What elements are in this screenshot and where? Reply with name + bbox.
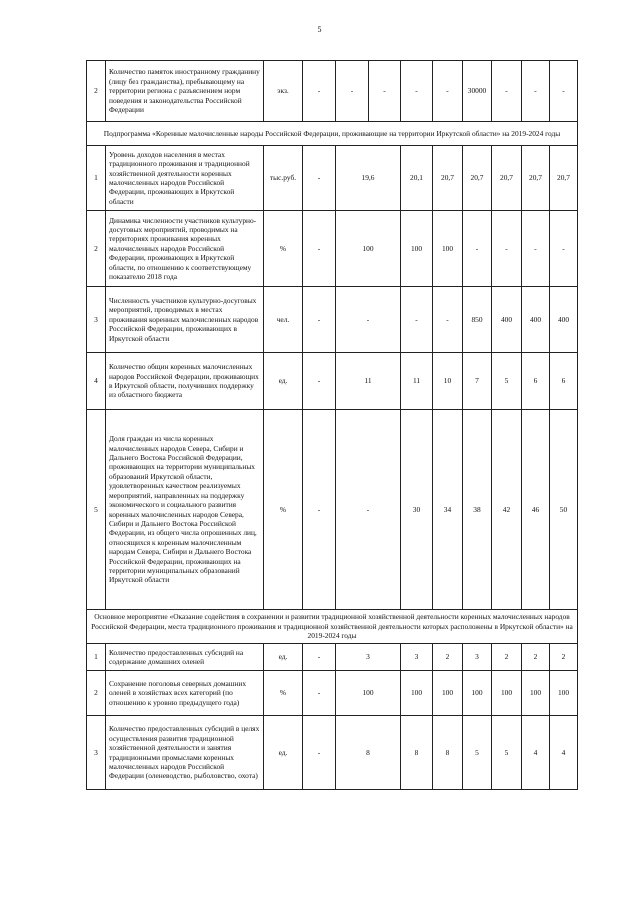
section-header-row (87, 122, 578, 146)
value-cell: 100 (336, 211, 401, 287)
value-cell: - (492, 211, 522, 287)
value-cell: - (336, 410, 401, 610)
value-cell: 5 (463, 716, 492, 790)
value-cell: 100 (492, 671, 522, 716)
value-cell: - (550, 211, 578, 287)
value-cell: - (522, 61, 550, 122)
indicators-table (86, 60, 578, 790)
value-cell: - (303, 410, 336, 610)
indicator-name: Уровень доходов населения в местах традиционного проживания и традиционной хозяйственной деятельности коренных малочисленных народов Российской Федерации, проживающих в Иркутской области (106, 146, 264, 211)
value-cell: - (401, 61, 433, 122)
value-cell: 20,7 (463, 146, 492, 211)
value-cell: - (303, 61, 336, 122)
value-cell: 400 (492, 287, 522, 353)
value-cell: 19,6 (336, 146, 401, 211)
value-cell: 400 (522, 287, 550, 353)
table-row (87, 410, 578, 610)
value-cell: - (303, 671, 336, 716)
unit-cell: % (264, 211, 303, 287)
value-cell: - (336, 287, 401, 353)
value-cell: 46 (522, 410, 550, 610)
value-cell: - (463, 211, 492, 287)
unit-cell: тыс.руб. (264, 146, 303, 211)
row-number: 3 (87, 716, 106, 790)
value-cell: 4 (550, 716, 578, 790)
value-cell: - (303, 716, 336, 790)
value-cell: 6 (522, 353, 550, 410)
indicator-name: Доля граждан из числа коренных малочисленных народов Севера, Сибири и Дальнего Востока Российской Федерации, проживающих на территории муниципальных образований Иркутской области, удовлетворенных качеством реализуемых мероприятий, направленных на поддержку экономического и социального развития коренных малочисленных народов Севера, Сибири и Дальнего Востока Российской Федерации, из общего числа опрошенных лиц, относящихся к коренным малочисленным народам Севера, Сибири и Дальнего Востока Российской Федерации, проживающих на территории муниципальных образований Иркутской области (106, 410, 264, 610)
main-activity-title: Основное мероприятие «Оказание содействия в сохранении и развитии традиционной хозяйственной деятельности коренных малочисленных народов Российской Федерации, места традиционного проживания и традиционной хозяйственной деятельности которых расположены в Иркутской области» на 2019-2024 годы (87, 610, 578, 644)
value-cell: 6 (550, 353, 578, 410)
value-cell: 2 (522, 644, 550, 671)
indicator-name: Численность участников культурно-досуговых мероприятий, проводимых в местах проживания коренных малочисленных народов Российской Федерации, проживающих в Иркутской области (106, 287, 264, 353)
value-cell: 38 (463, 410, 492, 610)
value-cell: - (522, 211, 550, 287)
value-cell: 11 (401, 353, 433, 410)
value-cell: 3 (336, 644, 401, 671)
value-cell: - (550, 61, 578, 122)
value-cell: - (401, 287, 433, 353)
row-number: 3 (87, 287, 106, 353)
value-cell: - (303, 287, 336, 353)
value-cell: 850 (463, 287, 492, 353)
unit-cell: ед. (264, 716, 303, 790)
value-cell: 42 (492, 410, 522, 610)
value-cell: 20,1 (401, 146, 433, 211)
value-cell: 3 (401, 644, 433, 671)
value-cell: 30000 (463, 61, 492, 122)
table-row (87, 644, 578, 671)
table-row (87, 671, 578, 716)
section-header-row (87, 610, 578, 644)
row-number: 4 (87, 353, 106, 410)
value-cell: 5 (492, 353, 522, 410)
value-cell: 100 (401, 671, 433, 716)
value-cell: 100 (433, 671, 463, 716)
unit-cell: % (264, 671, 303, 716)
value-cell: 10 (433, 353, 463, 410)
value-cell: 4 (522, 716, 550, 790)
value-cell: 30 (401, 410, 433, 610)
value-cell: - (303, 211, 336, 287)
row-number: 1 (87, 146, 106, 211)
indicator-name: Количество предоставленных субсидий на содержание домашних оленей (106, 644, 264, 671)
value-cell: 20,7 (492, 146, 522, 211)
unit-cell: ед. (264, 644, 303, 671)
value-cell: 2 (433, 644, 463, 671)
row-number: 5 (87, 410, 106, 610)
table-row (87, 146, 578, 211)
value-cell: 100 (336, 671, 401, 716)
value-cell: 34 (433, 410, 463, 610)
value-cell: - (303, 644, 336, 671)
unit-cell: чел. (264, 287, 303, 353)
indicator-name: Динамика численности участников культурно-досуговых мероприятий, проводимых на территориях проживания коренных малочисленных народов Российской Федерации, проживающих в Иркутской области, по отношению к соответствующему показателю 2018 года (106, 211, 264, 287)
value-cell: - (433, 287, 463, 353)
indicator-name: Количество общин коренных малочисленных народов Российской Федерации, проживающих в Иркутской области, получивших поддержку из областного бюджета (106, 353, 264, 410)
value-cell: 50 (550, 410, 578, 610)
value-cell: 100 (463, 671, 492, 716)
value-cell: 2 (492, 644, 522, 671)
value-cell: 100 (433, 211, 463, 287)
value-cell: - (492, 61, 522, 122)
row-number: 2 (87, 671, 106, 716)
value-cell: 2 (550, 644, 578, 671)
value-cell: 400 (550, 287, 578, 353)
unit-cell: экз. (264, 61, 303, 122)
table-row (87, 211, 578, 287)
value-cell: 100 (550, 671, 578, 716)
page-number: 5 (317, 25, 322, 34)
indicator-name: Количество предоставленных субсидий в целях осуществления развития традиционной хозяйственной деятельности и занятия традиционными промыслами коренных малочисленных народов Российской Федерации (оленеводство, рыболовство, охота) (106, 716, 264, 790)
value-cell: - (336, 61, 369, 122)
row-number: 2 (87, 61, 106, 122)
indicator-name: Сохранение поголовья северных домашних оленей в хозяйствах всех категорий (по отношению к уровню предыдущего года) (106, 671, 264, 716)
value-cell: - (303, 146, 336, 211)
row-number: 1 (87, 644, 106, 671)
value-cell: 20,7 (433, 146, 463, 211)
value-cell: 20,7 (550, 146, 578, 211)
indicator-name: Количество памяток иностранному гражданину (лицу без гражданства), пребывающему на территории региона с разъяснением норм поведения и законодательства Российской Федерации (106, 61, 264, 122)
row-number: 2 (87, 211, 106, 287)
value-cell: - (433, 61, 463, 122)
value-cell: 11 (336, 353, 401, 410)
value-cell: 100 (522, 671, 550, 716)
table-row (87, 287, 578, 353)
value-cell: 8 (336, 716, 401, 790)
value-cell: 20,7 (522, 146, 550, 211)
value-cell: 5 (492, 716, 522, 790)
table-row (87, 716, 578, 790)
value-cell: - (369, 61, 401, 122)
subprogram-title: Подпрограмма «Коренные малочисленные народы Российской Федерации, проживающие на территории Иркутской области» на 2019-2024 годы (87, 122, 578, 146)
value-cell: 7 (463, 353, 492, 410)
unit-cell: ед. (264, 353, 303, 410)
value-cell: 8 (433, 716, 463, 790)
unit-cell: % (264, 410, 303, 610)
value-cell: 8 (401, 716, 433, 790)
value-cell: 3 (463, 644, 492, 671)
value-cell: 100 (401, 211, 433, 287)
table-row (87, 61, 578, 122)
value-cell: - (303, 353, 336, 410)
table-row (87, 353, 578, 410)
